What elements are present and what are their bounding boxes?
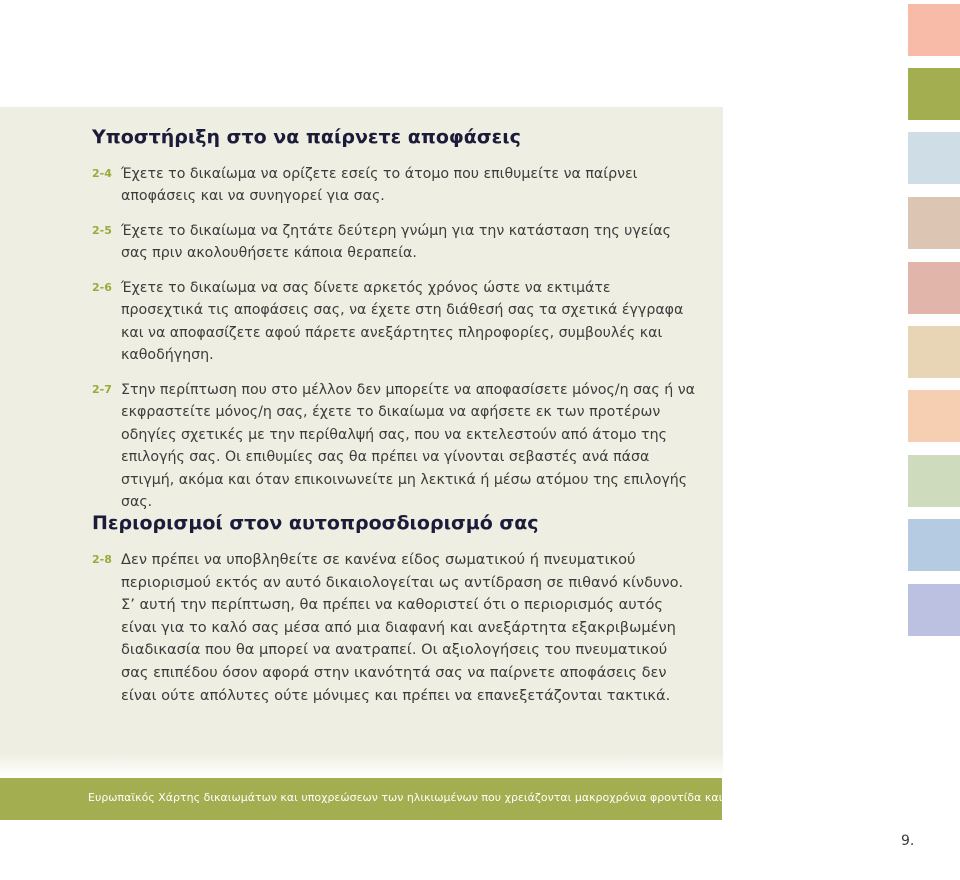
color-swatch — [908, 390, 960, 442]
article-number: 2-5 — [92, 224, 112, 237]
article-number: 2-4 — [92, 167, 112, 180]
page-number: 9. — [901, 833, 915, 849]
article-text: Έχετε το δικαίωμα να σας δίνετε αρκετός χρόνος ώστε να εκτιμάτε προσεχτικά τις αποφάσεις σας, να έχετε στη διάθεσή σας τα σχετικά έγγραφα και να αποφασίζετε αφού πάρετε ανεξάρτητες πληροφορίες, συμβουλές και καθοδήγηση. — [121, 280, 684, 364]
color-swatch — [908, 326, 960, 378]
panel-fade — [0, 753, 723, 778]
color-swatch — [908, 455, 960, 507]
section-heading-decisions: Υποστήριξη στο να παίρνετε αποφάσεις — [92, 126, 521, 148]
article-number: 2-7 — [92, 383, 112, 396]
color-swatch — [908, 4, 960, 56]
footer-title: Ευρωπαϊκός Χάρτης δικαιωμάτων και υποχρεώσεων των ηλικιωμένων που χρειάζονται μακροχρόνια φροντίδα και βοήθεια — [88, 791, 771, 804]
color-swatch — [908, 68, 960, 120]
section-heading-restrictions: Περιορισμοί στον αυτοπροσδιορισμό σας — [92, 512, 539, 534]
article-text: Στην περίπτωση που στο μέλλον δεν μπορείτε να αποφασίσετε μόνος/η σας ή να εκφραστείτε μόνος/η σας, έχετε το δικαίωμα να αφήσετε εκ των προτέρων οδηγίες σχετικές με την περίθαλψή σας, που να εκτελεστούν από άτομο της επιλογής σας. Οι επιθυμίες σας θα πρέπει να γίνονται σεβαστές ανά πάσα στιγμή, ακόμα και όταν επικοινωνείτε μη λεκτικά ή μέσω ατόμου της επιλογής σας. — [121, 382, 696, 511]
article-text: Έχετε το δικαίωμα να ορίζετε εσείς το άτομο που επιθυμείτε να παίρνει αποφάσεις και να συνηγορεί για σας. — [121, 166, 638, 205]
color-swatch — [908, 519, 960, 571]
color-swatch — [908, 132, 960, 184]
color-swatch — [908, 262, 960, 314]
article-text: Δεν πρέπει να υποβληθείτε σε κανένα είδος σωματικού ή πνευματικού περιορισμού εκτός αν αυτό δικαιολογείται ως αντίδραση σε πιθανό κίνδυνο. Σ’ αυτή την περίπτωση, θα πρέπει να καθοριστεί ότι ο περιορισμός αυτός είναι για το καλό σας μέσα από μια διαφανή και ανεξάρτητα εξακριβωμένη διαδικασία που θα μπορεί να ανατραπεί. Οι αξιολογήσεις του πνευματικού σας επιπέδου όσον αφορά στην ικανότητά σας να παίρνετε αποφάσεις δεν είναι ούτε απόλυτες ούτε μόνιμες και πρέπει να επανεξετάζονται τακτικά. — [121, 551, 684, 704]
footer-bar — [0, 778, 771, 820]
color-swatch — [908, 197, 960, 249]
article-text: Έχετε το δικαίωμα να ζητάτε δεύτερη γνώμη για την κατάσταση της υγείας σας πριν ακολουθήσετε κάποια θεραπεία. — [121, 223, 671, 262]
article-number: 2-6 — [92, 281, 112, 294]
color-swatch — [908, 584, 960, 636]
article-number: 2-8 — [92, 553, 112, 566]
